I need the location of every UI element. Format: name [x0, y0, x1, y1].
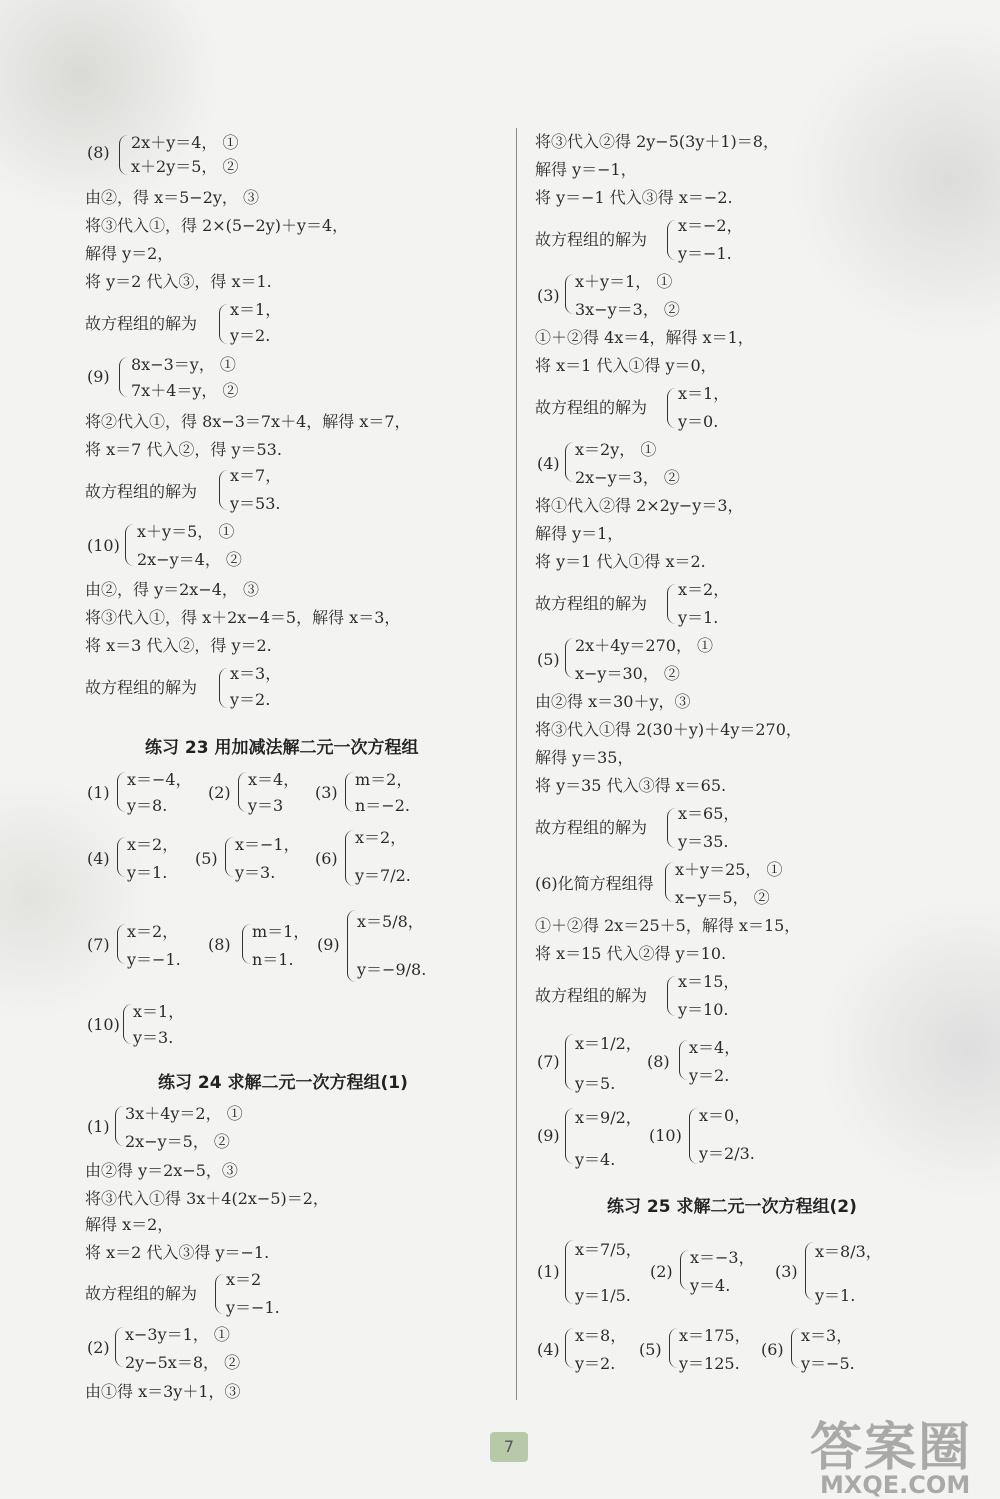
text-line: 将 x＝15 代入②得 y＝10. — [535, 944, 727, 963]
text-line: 解得 y＝1， — [535, 524, 624, 543]
section-heading-24: 练习 24 求解二元一次方程组(1) — [158, 1073, 408, 1093]
text-line: 由②，得 x＝5−2y， ③ — [85, 188, 260, 207]
text-line: 将 x＝7 代入②，得 y＝53. — [85, 440, 282, 459]
text-line: 由①得 x＝3y＋1，③ — [85, 1382, 241, 1401]
text-line: 由②得 x＝30＋y，③ — [535, 692, 691, 711]
text-line: 将③代入②得 2y−5(3y＋1)＝8， — [535, 132, 779, 151]
text-line: 由②得 y＝2x−5，③ — [85, 1161, 238, 1180]
text-line: 将 x＝3 代入②，得 y＝2. — [85, 636, 272, 655]
text-line: 将③代入①，得 x＋2x−4＝5，解得 x＝3， — [85, 608, 401, 627]
column-divider — [516, 128, 517, 1400]
text-line: 将 y＝1 代入①得 x＝2. — [535, 552, 706, 571]
section-heading-25: 练习 25 求解二元一次方程组(2) — [607, 1197, 857, 1217]
text-line: 将②代入①，得 8x−3＝7x＋4，解得 x＝7， — [85, 412, 411, 431]
text-line: 将①代入②得 2×2y−y＝3， — [535, 496, 744, 515]
text-line: 由②，得 y＝2x−4， ③ — [85, 580, 260, 599]
text-line: 将 y＝−1 代入③得 x＝−2. — [535, 188, 733, 207]
text-line: 解得 y＝35， — [535, 748, 634, 767]
text-line: 解得 x＝2， — [85, 1215, 174, 1234]
text-line: ①＋②得 4x＝4，解得 x＝1， — [535, 328, 754, 347]
watermark-logo: 答案圈 MXQE.COM — [810, 1418, 973, 1499]
text-line: 将 y＝35 代入③得 x＝65. — [535, 776, 727, 795]
text-line: 解得 y＝2， — [85, 244, 174, 263]
text-line: 将 y＝2 代入③，得 x＝1. — [85, 272, 272, 291]
text-line: 将 x＝2 代入③得 y＝−1. — [85, 1243, 270, 1262]
answer-page: (8) 2x＋y＝4， ① x＋2y＝5， ② 由②，得 x＝5−2y， ③ 将③代入①，得 2×(5−2y)＋y＝4， 解得 y＝2， 将 y＝2 代入③，得 x＝1. 故方程组的解为 x＝1， y＝2. (9) 8x−3＝y， ① 7x＋4＝y， ② 将②代入①，得 8x−3＝7x＋4，解得 x＝7， 将 x＝7 代入②，得 y＝53. 故方程组的解为 x＝7， y＝53. (10) x＋y＝5， ① 2x−y＝4， ② 由②，得 y＝2x−4， ③ 将③代入①，得 x＋2x−4＝5，解得 x＝3， 将 x＝3 代入②，得 y＝2. 故方程组的解为 x＝3， y＝2. 练习 23 用加减法解二元一次方程组 (1) x＝−4， y＝8. (2) x＝4， y＝3 (3) m＝2， n＝−2. (4) x＝2， y＝1. (5) x＝−1， y＝3. (6) x＝2， y＝7/2. (7) x＝2， y＝−1. (8) m＝1， n＝1. (9) x＝5/8， y＝−9/8. (10) x＝1， y＝3. 练习 24 求解二元一次方程组(1) (1) 3x＋4y＝2， ① 2x−y＝5， ② 由②得 y＝2x−5，③ 将③代入①得 3x＋4(2x−5)＝2， 解得 x＝2， 将 x＝2 代入③得 y＝−1. 故方程组的解为 x＝2 y＝−1. (2) x−3y＝1， ① 2y−5x＝8， ② 由①得 x＝3y＋1，③ 将③代入②得 2y−5(3y＋1)＝8， 解得 y＝−1， 将 y＝−1 代入③得 x＝−2. 故方程组的解为 x＝−2， y＝−1. (3) x＋y＝1， ① 3x−y＝3， ② ①＋②得 4x＝4，解得 x＝1， 将 x＝1 代入①得 y＝0， 故方程组的解为 x＝1， y＝0. (4) x＝2y， ① 2x−y＝3， ② 将①代入②得 2×2y−y＝3， 解得 y＝1， 将 y＝1 代入①得 x＝2. 故方程组的解为 x＝2， y＝1. (5) 2x＋4y＝270， ① x−y＝30， ② 由②得 x＝30＋y，③ 将③代入①得 2(30＋y)＋4y＝270， 解得 y＝35， 将 y＝35 代入③得 x＝65. 故方程组的解为 x＝65， y＝35. (6)化简方程组得 x＋y＝25， ① x−y＝5， ② ①＋②得 2x＝25＋5，解得 x＝15， 将 x＝15 代入②得 y＝10. 故方程组的解为 x＝15， y＝10. (7) x＝1/2， y＝5. (8) x＝4， y＝2. (9) x＝9/2， y＝4. (10) x＝0， y＝2/3. 练习 25 求解二元一次方程组(2) (1) x＝7/5， y＝1/5. (2) x＝−3， y＝4. (3) x＝8/3， y＝1. (4) x＝8， y＝2. (5) x＝175， y＝125. (6) x＝3， y＝−5. 7 答案圈 MXQE.COM — [0, 0, 1000, 1498]
text-line: 将③代入①得 3x＋4(2x−5)＝2， — [85, 1189, 329, 1208]
page-number: 7 — [490, 1432, 528, 1462]
text-line: 将③代入①得 2(30＋y)＋4y＝270， — [535, 720, 802, 739]
text-line: ①＋②得 2x＝25＋5，解得 x＝15， — [535, 916, 801, 935]
text-line: 将③代入①，得 2×(5−2y)＋y＝4， — [85, 216, 349, 235]
section-heading-23: 练习 23 用加减法解二元一次方程组 — [145, 738, 419, 758]
text-line: 解得 y＝−1， — [535, 160, 637, 179]
text-line: 将 x＝1 代入①得 y＝0， — [535, 356, 717, 375]
